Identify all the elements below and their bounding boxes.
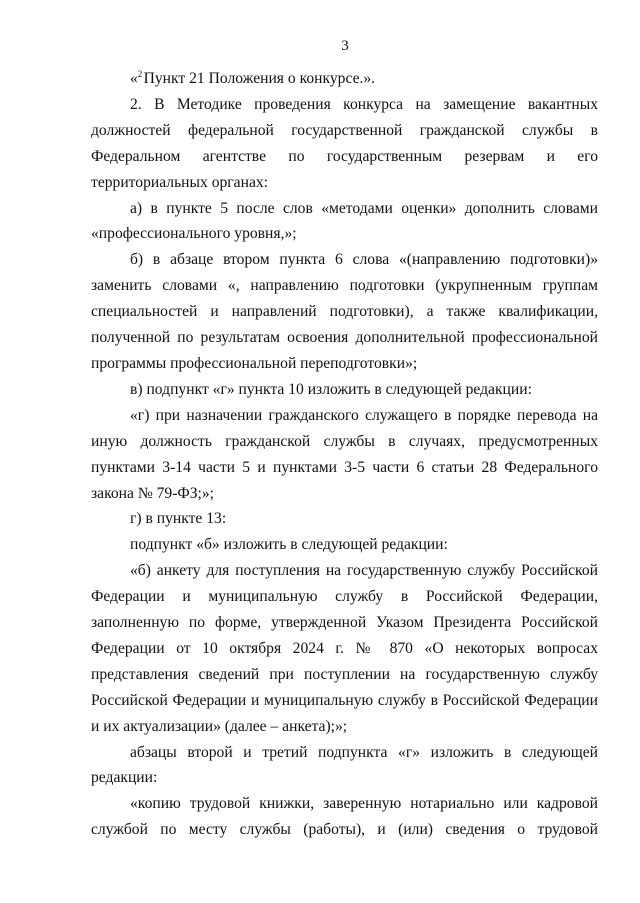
- paragraph-section-2-intro: 2. В Методике проведения конкурса на замещение вакантных должностей федеральной государственной гражданской службы в Федеральном агентстве по государственным резервам и его территориальных органах:: [91, 95, 598, 191]
- page-number: 3: [341, 38, 349, 54]
- footnote-reference-line: [91, 66, 598, 92]
- paragraph-item-g: г) в пункте 13:: [130, 510, 227, 528]
- paragraph-item-v-text: «г) при назначении гражданского служащего в порядке перевода на иную должность гражданской службы в случаях, предусмотренных пунктами 3-14 части 5 и пунктами 3-5 части 6 статьи 28 Федерального закона № 79-ФЗ;»;: [91, 406, 598, 502]
- paragraph-subitem-g-text: «копию трудовой книжки, заверенную нотариально или кадровой службой по месту службы (работы), и (или) сведения о трудовой: [91, 795, 598, 839]
- paragraph-subitem-g-intro: абзацы второй и третий подпункта «г» изложить в следующей редакции:: [91, 743, 598, 787]
- footnote-open-quote: «: [130, 70, 138, 87]
- footnote-marker: 2: [137, 69, 143, 79]
- paragraph-item-a: а) в пункте 5 после слов «методами оценки» дополнить словами «профессионального уровня,»;: [91, 199, 598, 243]
- paragraph-subitem-b-text: «б) анкету для поступления на государственную службу Российской Федерации и муниципальную службу в Российской Федерации, заполненную по форме, утвержденной Указом Президента Российской Федерации от 10 октября 2024 г. № 870 «О некоторых вопросах представления сведений при поступлении на государственную службу Российской Федерации и муниципальную службу в Российской Федерации и их актуализации» (далее – анкета);»;: [91, 562, 598, 735]
- paragraph-subitem-b-intro: подпункт «б» изложить в следующей редакции:: [130, 536, 448, 554]
- paragraph-item-b: б) в абзаце втором пункта 6 слова «(направлению подготовки)» заменить словами «, направлению подготовки (укрупненным группам специальностей и направлений подготовки), а также квалификации, полученной по результатам освоения дополнительной профессиональной программы профессиональной переподготовки»;: [91, 251, 598, 372]
- document-body: [91, 66, 598, 843]
- paragraph-item-v: в) подпункт «г» пункта 10 изложить в следующей редакции:: [130, 380, 532, 398]
- footnote-text: Пункт 21 Положения о конкурсе.».: [143, 70, 376, 87]
